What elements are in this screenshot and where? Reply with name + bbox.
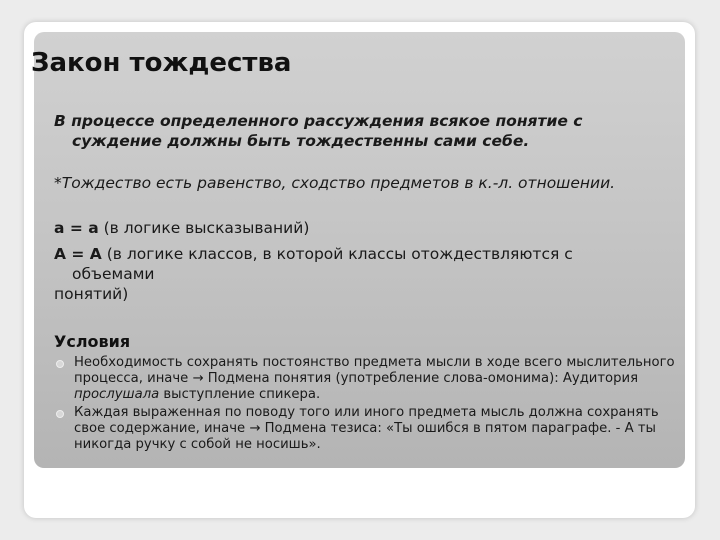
bullet-1-part-1: Необходимость сохранять постоянство предмета мысли в ходе всего мыслительного процесса, иначе xyxy=(74,355,675,386)
formula-2-text: (в логике классов, в которой классы отождествляются с xyxy=(101,245,573,263)
formula-2-tail: понятий) xyxy=(54,285,129,303)
formula-1-text: (в логике высказываний) xyxy=(98,219,310,237)
arrow-right-icon: → xyxy=(192,371,204,386)
list-item xyxy=(54,355,686,403)
bullet-1-italic: прослушала xyxy=(74,387,160,402)
formula-1-expression: а = а xyxy=(54,219,99,237)
bullet-1-part-2: Подмена понятия (употребление слова-омонима): Аудитория xyxy=(203,371,639,386)
law-definition xyxy=(54,111,654,151)
definition-line-1: В процессе определенного рассуждения всякое понятие с xyxy=(54,112,583,130)
bullet-2-part-2: Подмена тезиса: «Ты ошибся в пятом параграфе. - А ты никогда ручку с собой не носишь». xyxy=(74,421,656,452)
formula-classes xyxy=(54,244,674,304)
conditions-list xyxy=(54,355,686,455)
bullet-2-part-1: Каждая выраженная по поводу того или иного предмета мысль должна сохранять свое содержание, иначе xyxy=(74,405,659,436)
bullet-icon xyxy=(56,360,64,368)
conditions-heading: Условия xyxy=(54,332,131,351)
bullet-icon xyxy=(56,410,64,418)
identity-note: *Тождество есть равенство, сходство предметов в к.-л. отношении. xyxy=(54,174,616,192)
definition-line-2: суждение должны быть тождественны сами себе. xyxy=(72,132,530,150)
arrow-right-icon: → xyxy=(249,421,261,436)
list-item xyxy=(54,405,686,453)
bullet-1-part-3: выступление спикера. xyxy=(159,387,321,402)
formula-2-expression: А = А xyxy=(54,245,102,263)
formula-2-continuation: объемами xyxy=(72,265,155,283)
slide-title: Закон тождества xyxy=(31,48,292,78)
formula-propositional xyxy=(54,218,674,238)
